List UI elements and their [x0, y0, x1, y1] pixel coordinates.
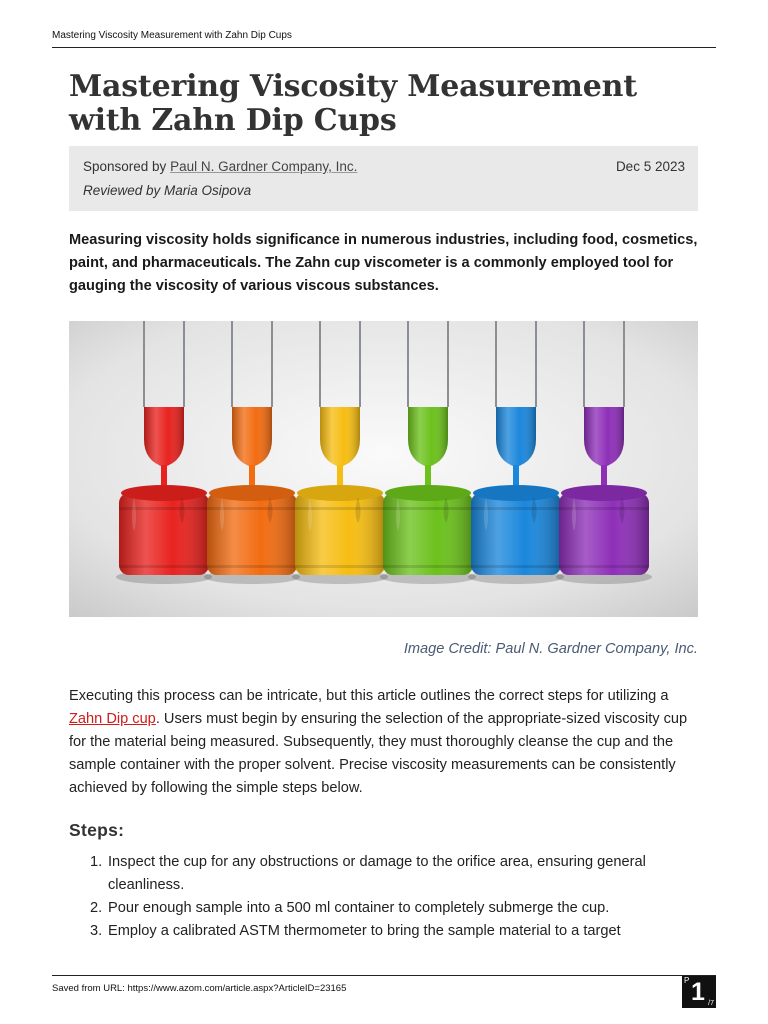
list-item	[69, 920, 689, 943]
jar-ridge	[207, 565, 297, 568]
step-number: 2.	[90, 900, 103, 916]
article-meta-box	[69, 146, 698, 211]
reviewer-line: Reviewed by Maria Osipova	[83, 183, 252, 198]
steps-list	[69, 851, 689, 943]
jar-ridge	[471, 565, 561, 568]
sponsor-link[interactable]: Paul N. Gardner Company, Inc.	[170, 159, 358, 174]
page-total: /7	[708, 1000, 714, 1007]
body-text-part1: Executing this process can be intricate, but this article outlines the correct steps for utilizing a	[69, 688, 669, 704]
step-text: Pour enough sample into a 500 ml container to completely submerge the cup.	[108, 900, 610, 916]
footer-rule	[52, 975, 716, 976]
article-image	[69, 321, 698, 617]
zahn-dip-cup-link[interactable]: Zahn Dip cup	[69, 711, 156, 727]
steps-heading: Steps:	[69, 820, 125, 840]
page-number-badge	[682, 976, 716, 1008]
step-number: 3.	[90, 923, 103, 939]
saved-from-url: Saved from URL: https://www.azom.com/article.aspx?ArticleID=23165	[52, 983, 347, 994]
cup-shine	[320, 407, 360, 467]
list-item	[69, 851, 689, 897]
page-number: 1	[691, 978, 705, 1006]
header-rule	[52, 47, 716, 48]
sponsor-prefix: Sponsored by	[83, 159, 171, 174]
jar-ridge	[559, 565, 649, 568]
cup-shine	[408, 407, 448, 467]
jar-ridge	[295, 565, 385, 568]
lead-paragraph: Measuring viscosity holds significance in numerous industries, including food, cosmetics, paint, and pharmaceuticals. The Zahn cup viscometer is a commonly employed tool for gauging the viscosity of various viscous substances.	[69, 232, 698, 294]
body-paragraph	[69, 685, 699, 800]
jar-shine	[471, 493, 561, 575]
cup-shine	[144, 407, 184, 467]
step-text: Inspect the cup for any obstructions or damage to the orifice area, ensuring general cleanliness.	[108, 854, 646, 893]
list-item	[69, 897, 689, 920]
jar-ridge	[119, 565, 209, 568]
jar-shine	[383, 493, 473, 575]
paint-cups-illustration	[69, 321, 698, 617]
jar-shine	[119, 493, 209, 575]
jar-shine	[295, 493, 385, 575]
publish-date: Dec 5 2023	[615, 159, 685, 174]
cup-shine	[232, 407, 272, 467]
cup-shine	[496, 407, 536, 467]
jar-ridge	[383, 565, 473, 568]
sponsor-line	[83, 159, 357, 174]
step-number: 1.	[90, 854, 103, 870]
body-text-part2: . Users must begin by ensuring the selection of the appropriate-sized viscosity cup for the material being measured. Subsequently, they must thoroughly cleanse the cup and the sample container with the proper solvent. Precise viscosity measurements can be consistently achieved by following the simple steps below.	[69, 711, 688, 796]
running-header-title: Mastering Viscosity Measurement with Zahn Dip Cups	[52, 30, 292, 41]
page-prefix: P	[684, 976, 690, 985]
jar-shine	[559, 493, 649, 575]
cup-shine	[584, 407, 624, 467]
image-caption: Image Credit: Paul N. Gardner Company, Inc.	[403, 641, 698, 657]
jar-shine	[207, 493, 297, 575]
article-title: Mastering Viscosity Measurement with Zahn Dip Cups	[69, 69, 637, 138]
step-text: Employ a calibrated ASTM thermometer to bring the sample material to a target	[108, 923, 621, 939]
